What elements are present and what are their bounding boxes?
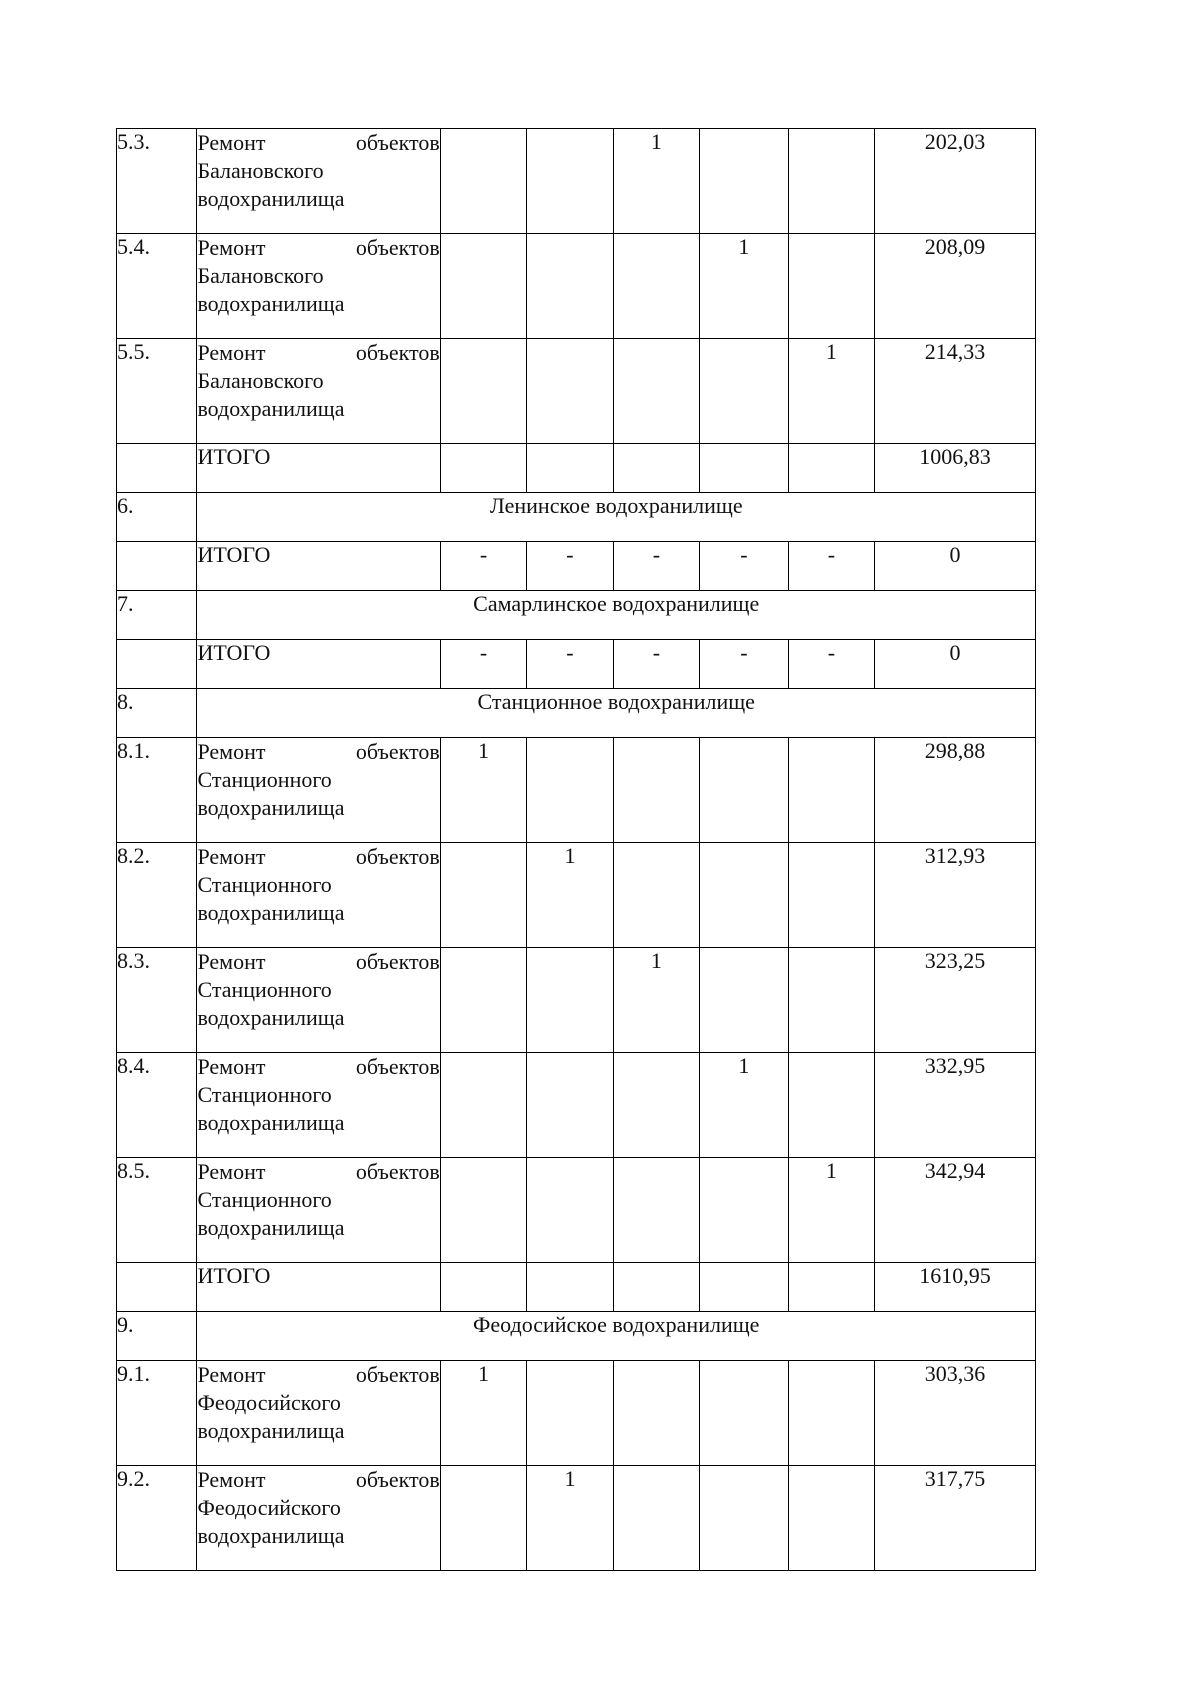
year-mark-cell [613,1053,699,1158]
year-mark-cell: - [440,542,526,591]
item-row [117,1158,1036,1263]
amount-cell: 298,88 [875,738,1036,843]
year-mark-cell: - [700,640,788,689]
year-mark-cell [700,738,788,843]
year-mark-cell: 1 [527,1466,613,1571]
year-mark-cell [700,1263,788,1312]
year-mark-cell [613,234,699,339]
year-mark-cell: 1 [440,738,526,843]
row-number: 8.5. [117,1158,197,1263]
description-line-3: водохранилища [197,1110,345,1135]
item-description [197,843,440,948]
item-row [117,1053,1036,1158]
year-mark-cell: 1 [700,1053,788,1158]
description-word-2: объектов [355,1159,440,1184]
group-number: 9. [117,1312,197,1361]
description-line-2: Станционного [197,872,332,897]
description-word-1: Ремонт [197,235,266,260]
year-mark-cell [440,1053,526,1158]
description-word-1: Ремонт [197,1362,266,1387]
row-number-empty [117,444,197,493]
year-mark-cell: - [613,640,699,689]
item-row [117,738,1036,843]
year-mark-cell [613,1263,699,1312]
year-mark-cell [527,1053,613,1158]
description-line-1 [197,738,439,766]
amount-cell: 303,36 [875,1361,1036,1466]
description-line-1 [197,1158,439,1186]
item-description [197,129,440,234]
description-line-2: Феодосийского [197,1390,341,1415]
description-line-1 [197,843,439,871]
total-label: ИТОГО [197,444,440,493]
group-header-row [117,1312,1036,1361]
year-mark-cell: - [788,640,874,689]
description-word-2: объектов [355,739,440,764]
item-description [197,339,440,444]
year-mark-cell: - [527,542,613,591]
description-word-1: Ремонт [197,340,266,365]
year-mark-cell [527,444,613,493]
description-word-2: объектов [355,1362,440,1387]
total-row [117,1263,1036,1312]
description-word-2: объектов [355,130,440,155]
row-number: 9.1. [117,1361,197,1466]
year-mark-cell [788,843,874,948]
year-mark-cell: 1 [788,339,874,444]
row-number: 8.2. [117,843,197,948]
year-mark-cell [440,1263,526,1312]
description-line-2: Станционного [197,1187,332,1212]
amount-cell: 317,75 [875,1466,1036,1571]
group-title: Ленинское водохранилище [197,493,1036,542]
description-word-1: Ремонт [197,130,266,155]
year-mark-cell [527,1361,613,1466]
description-word-2: объектов [355,340,440,365]
year-mark-cell [440,444,526,493]
description-line-3: водохранилища [197,1215,345,1240]
description-word-1: Ремонт [197,1159,266,1184]
table-body [117,129,1036,1571]
row-number: 5.3. [117,129,197,234]
item-description [197,1053,440,1158]
description-line-3: водохранилища [197,1005,345,1030]
row-number: 9.2. [117,1466,197,1571]
item-row [117,234,1036,339]
amount-cell: 332,95 [875,1053,1036,1158]
total-label: ИТОГО [197,640,440,689]
year-mark-cell [440,129,526,234]
total-row [117,542,1036,591]
description-line-1 [197,129,439,157]
description-line-3: водохранилища [197,1523,345,1548]
amount-cell: 208,09 [875,234,1036,339]
total-label: ИТОГО [197,1263,440,1312]
item-row [117,1361,1036,1466]
description-line-1 [197,234,439,262]
year-mark-cell [788,444,874,493]
description-word-2: объектов [355,949,440,974]
description-line-1 [197,339,439,367]
year-mark-cell [788,1053,874,1158]
total-row [117,640,1036,689]
year-mark-cell [527,129,613,234]
description-line-3: водохранилища [197,795,345,820]
year-mark-cell: - [440,640,526,689]
item-description [197,948,440,1053]
total-amount: 1006,83 [875,444,1036,493]
description-line-3: водохранилища [197,900,345,925]
description-word-1: Ремонт [197,1467,266,1492]
year-mark-cell [440,843,526,948]
year-mark-cell: - [527,640,613,689]
item-description [197,234,440,339]
description-word-2: объектов [355,1054,440,1079]
year-mark-cell [613,1466,699,1571]
description-line-3: водохранилища [197,1418,345,1443]
year-mark-cell [788,948,874,1053]
year-mark-cell [613,339,699,444]
description-word-2: объектов [355,1467,440,1492]
description-word-1: Ремонт [197,739,266,764]
group-number: 6. [117,493,197,542]
description-line-1 [197,1053,439,1081]
amount-cell: 342,94 [875,1158,1036,1263]
group-title: Станционное водохранилище [197,689,1036,738]
year-mark-cell [613,1361,699,1466]
year-mark-cell [700,444,788,493]
year-mark-cell [788,1263,874,1312]
item-row [117,843,1036,948]
year-mark-cell: 1 [613,129,699,234]
repair-plan-table [116,128,1036,1571]
year-mark-cell [700,948,788,1053]
row-number: 5.5. [117,339,197,444]
year-mark-cell [788,1466,874,1571]
row-number-empty [117,1263,197,1312]
row-number-empty [117,542,197,591]
description-word-1: Ремонт [197,1054,266,1079]
group-header-row [117,493,1036,542]
description-word-1: Ремонт [197,949,266,974]
description-line-3: водохранилища [197,186,345,211]
description-line-2: Балановского [197,263,324,288]
description-line-1 [197,948,439,976]
description-line-3: водохранилища [197,291,345,316]
group-number: 8. [117,689,197,738]
description-line-2: Станционного [197,1082,332,1107]
year-mark-cell: 1 [700,234,788,339]
year-mark-cell: - [788,542,874,591]
amount-cell: 214,33 [875,339,1036,444]
year-mark-cell [613,738,699,843]
description-line-1 [197,1466,439,1494]
year-mark-cell: 1 [613,948,699,1053]
amount-cell: 202,03 [875,129,1036,234]
year-mark-cell [700,1158,788,1263]
year-mark-cell [613,843,699,948]
description-word-1: Ремонт [197,844,266,869]
group-title: Самарлинское водохранилище [197,591,1036,640]
item-row [117,1466,1036,1571]
year-mark-cell [527,234,613,339]
year-mark-cell [613,1158,699,1263]
description-word-2: объектов [355,235,440,260]
amount-cell: 323,25 [875,948,1036,1053]
description-line-2: Балановского [197,158,324,183]
row-number: 8.4. [117,1053,197,1158]
year-mark-cell: - [613,542,699,591]
total-label: ИТОГО [197,542,440,591]
group-number: 7. [117,591,197,640]
year-mark-cell [788,1361,874,1466]
description-word-2: объектов [355,844,440,869]
total-amount: 0 [875,640,1036,689]
row-number: 5.4. [117,234,197,339]
group-header-row [117,689,1036,738]
year-mark-cell [527,738,613,843]
year-mark-cell [700,1361,788,1466]
row-number-empty [117,640,197,689]
item-row [117,339,1036,444]
year-mark-cell [440,339,526,444]
total-amount: 0 [875,542,1036,591]
group-title: Феодосийское водохранилище [197,1312,1036,1361]
item-description [197,1158,440,1263]
year-mark-cell [613,444,699,493]
item-row [117,129,1036,234]
year-mark-cell [788,738,874,843]
year-mark-cell [788,234,874,339]
amount-cell: 312,93 [875,843,1036,948]
description-line-2: Станционного [197,767,332,792]
year-mark-cell [527,339,613,444]
description-line-2: Феодосийского [197,1495,341,1520]
year-mark-cell [700,843,788,948]
year-mark-cell: 1 [440,1361,526,1466]
item-row [117,948,1036,1053]
description-line-2: Станционного [197,977,332,1002]
row-number: 8.3. [117,948,197,1053]
description-line-1 [197,1361,439,1389]
year-mark-cell [440,1466,526,1571]
row-number: 8.1. [117,738,197,843]
year-mark-cell [700,339,788,444]
year-mark-cell: - [700,542,788,591]
item-description [197,738,440,843]
year-mark-cell: 1 [527,843,613,948]
item-description [197,1361,440,1466]
year-mark-cell [788,129,874,234]
year-mark-cell [440,234,526,339]
year-mark-cell [527,1263,613,1312]
year-mark-cell [527,1158,613,1263]
item-description [197,1466,440,1571]
year-mark-cell [700,1466,788,1571]
description-line-3: водохранилища [197,396,345,421]
year-mark-cell: 1 [788,1158,874,1263]
year-mark-cell [700,129,788,234]
total-amount: 1610,95 [875,1263,1036,1312]
year-mark-cell [440,948,526,1053]
description-line-2: Балановского [197,368,324,393]
total-row [117,444,1036,493]
year-mark-cell [440,1158,526,1263]
year-mark-cell [527,948,613,1053]
group-header-row [117,591,1036,640]
